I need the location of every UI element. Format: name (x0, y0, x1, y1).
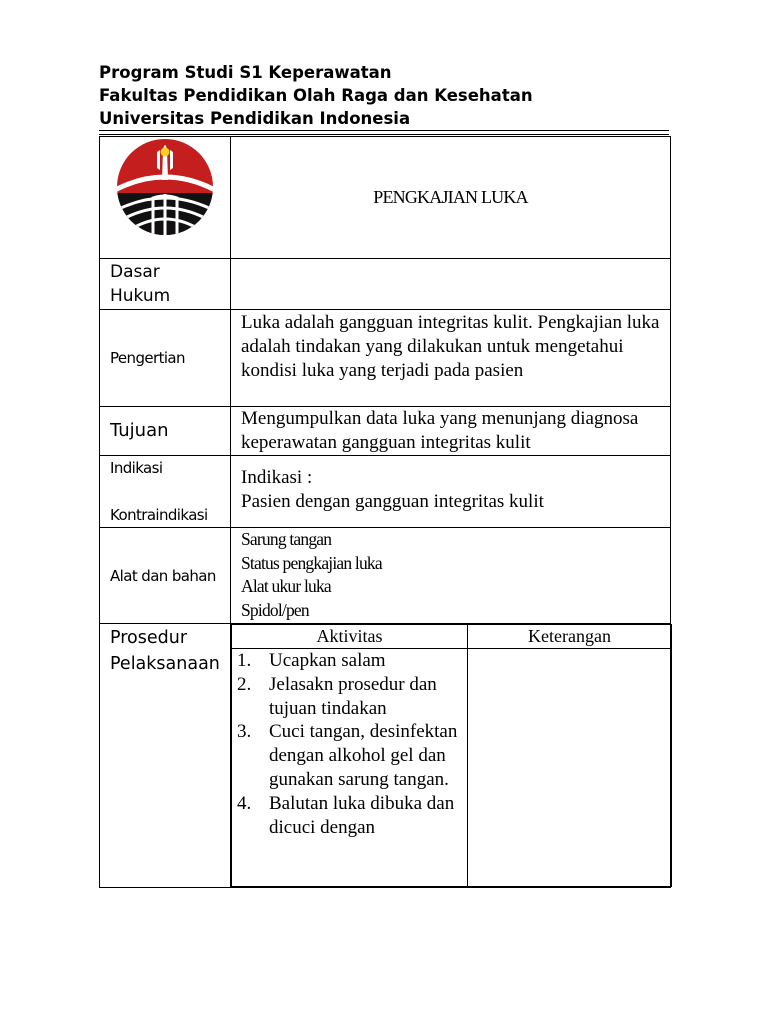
keterangan-cell (468, 649, 672, 887)
step-item: 3. Cuci tangan, desinfektan dengan alkohol gel dan gunakan sarung tangan. (237, 721, 458, 790)
col-header-keterangan: Keterangan (468, 625, 672, 649)
prosedur-content (231, 624, 671, 888)
prosedur-inner-table (231, 624, 672, 887)
prosedur-row (100, 624, 671, 888)
step-item: 2. Jelasakn prosedur dan tujuan tindakan (237, 673, 437, 719)
header-line-3: Universitas Pendidikan Indonesia (99, 109, 411, 128)
alat-item: Alat ukur luka (241, 576, 331, 596)
tujuan-row (100, 407, 671, 456)
indikasi-label-cell (100, 456, 231, 528)
header-line-1: Program Studi S1 Keperawatan (99, 63, 392, 82)
sop-table (99, 136, 671, 888)
header-line-2: Fakultas Pendidikan Olah Raga dan Kesehatan (99, 86, 533, 105)
header-rule-thin (99, 134, 669, 135)
document-title: PENGKAJIAN LUKA (373, 186, 528, 207)
indikasi-text: Pasien dengan gangguan integritas kulit (241, 491, 544, 512)
alat-row (100, 528, 671, 624)
kontraindikasi-label: Kontraindikasi (110, 506, 208, 524)
dasar-hukum-row (100, 259, 671, 310)
logo-cell (100, 137, 231, 259)
pengertian-row (100, 310, 671, 407)
alat-item: Spidol/pen (241, 599, 309, 620)
pengertian-label: Pengertian (100, 310, 231, 407)
indikasi-heading: Indikasi : (241, 467, 313, 488)
alat-item: Sarung tangan (241, 529, 332, 549)
university-logo (113, 138, 223, 238)
document-header (99, 61, 669, 130)
title-cell (231, 137, 671, 259)
title-row (100, 137, 671, 259)
indikasi-row (100, 456, 671, 528)
alat-label: Alat dan bahan (100, 528, 231, 624)
col-header-aktivitas: Aktivitas (232, 625, 468, 649)
indikasi-label: Indikasi (110, 459, 163, 477)
dasar-hukum-content (231, 259, 671, 310)
alat-item: Status pengkajian luka (241, 552, 382, 573)
prosedur-label: Prosedur Pelaksanaan (100, 624, 231, 888)
aktivitas-cell (232, 649, 468, 887)
tujuan-content: Mengumpulkan data luka yang menunjang diagnosa keperawatan gangguan integritas kulit (231, 407, 671, 456)
dasar-hukum-label: Dasar Hukum (100, 259, 231, 310)
tujuan-label: Tujuan (100, 407, 231, 456)
pengertian-content: Luka adalah gangguan integritas kulit. Pengkajian luka adalah tindakan yang dilakukan untuk mengetahui kondisi luka yang terjadi pada pasien (231, 310, 671, 407)
step-item: 4. Balutan luka dibuka dan dicuci dengan (237, 792, 455, 838)
steps-list (232, 649, 467, 839)
indikasi-content (231, 456, 671, 528)
alat-content (231, 528, 671, 624)
step-item: 1. Ucapkan salam (237, 650, 386, 671)
header-rule-thick (99, 130, 669, 131)
